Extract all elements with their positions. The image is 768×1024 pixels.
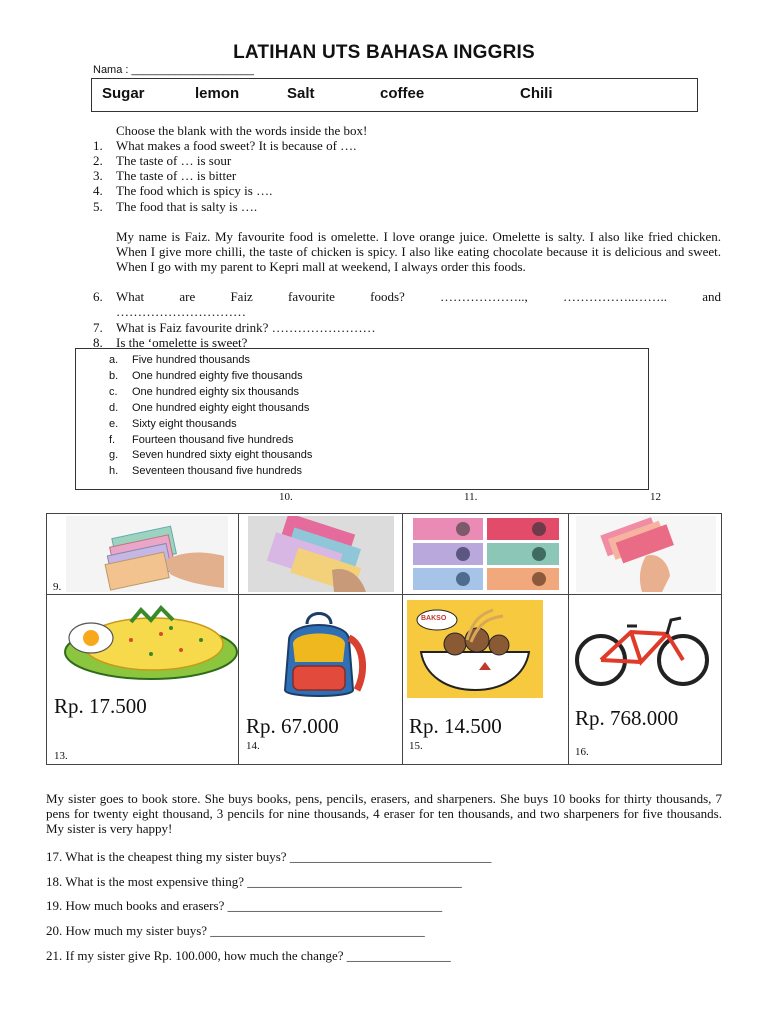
question-1: 1. What makes a food sweet? It is because of …. xyxy=(93,138,357,153)
question-5: 5. The food that is salty is …. xyxy=(93,199,258,214)
word-chili: Chili xyxy=(520,85,553,102)
options-box xyxy=(75,348,649,490)
question-18: 18. What is the most expensive thing? _________________________________ xyxy=(46,874,462,889)
faiz-passage: My name is Faiz. My favourite food is omelette. I love orange juice. Omelette is salty. I also like fried chicken. When I give more chilli, the taste of chicken is spicy. I also like eating chocolate because it is delicious and sweet. When I go with my parent to Kepri mall at weekend, I always order this foods. xyxy=(116,229,721,274)
question-6: What are Faiz favourite foods? ……………….., ……………..…….. and xyxy=(116,289,721,304)
grid-number-10: 10. xyxy=(279,491,293,503)
option-e: e. Sixty eight thousands xyxy=(109,418,237,430)
question-19: 19. How much books and erasers? _________________________________ xyxy=(46,898,443,913)
question-8: 8. Is the ‘omelette is sweet? xyxy=(93,335,248,350)
backpack-image xyxy=(263,610,375,702)
bakso-image xyxy=(407,600,543,698)
question-3: 3. The taste of … is bitter xyxy=(93,168,237,183)
word-sugar: Sugar xyxy=(102,85,145,102)
instruction: Choose the blank with the words inside the box! xyxy=(116,123,368,138)
grid-number-11: 11. xyxy=(464,491,478,503)
option-a: a. Five hundred thousands xyxy=(109,354,251,366)
option-d: d. One hundred eighty eight thousands xyxy=(109,402,310,414)
question-2: 2. The taste of … is sour xyxy=(93,153,232,168)
question-17: 17. What is the cheapest thing my sister buys? _______________________________ xyxy=(46,849,492,864)
question-4: 4. The food which is spicy is …. xyxy=(93,183,273,198)
grid-number-14: 14. xyxy=(246,740,260,752)
bicycle-image xyxy=(571,608,713,690)
question-20: 20. How much my sister buys? _________________________________ xyxy=(46,923,425,938)
bakso-label: BAKSO xyxy=(421,615,447,622)
price-16: Rp. 768.000 xyxy=(575,706,679,730)
sister-passage: My sister goes to book store. She buys books, pens, pencils, erasers, and sharpeners. She buys 10 books for thirty thousands, 7 pens for twenty eight thousand, 3 pencils for nine thousands, 4 eraser for ten thousands, and two sharpeners for five thousands. My sister is very happy! xyxy=(46,791,722,836)
page-title: LATIHAN UTS BAHASA INGGRIS xyxy=(233,42,535,63)
word-box xyxy=(91,78,698,112)
money-photo-1 xyxy=(66,516,228,592)
grid-number-16: 16. xyxy=(575,746,589,758)
option-b: b. One hundred eighty five thousands xyxy=(109,370,303,382)
price-14: Rp. 67.000 xyxy=(246,714,339,738)
option-f: f. Fourteen thousand five hundreds xyxy=(109,434,294,446)
money-photo-4 xyxy=(576,516,716,592)
word-salt: Salt xyxy=(287,85,315,102)
option-h: h. Seventeen thousand five hundreds xyxy=(109,465,303,477)
grid-number-15: 15. xyxy=(409,740,423,752)
money-photo-3 xyxy=(411,516,562,592)
grid-number-12: 12 xyxy=(650,491,661,503)
price-15: Rp. 14.500 xyxy=(409,714,502,738)
price-13: Rp. 17.500 xyxy=(54,694,147,718)
omelette-image xyxy=(61,600,239,684)
option-c: c. One hundred eighty six thousands xyxy=(109,386,299,398)
name-field-label: Nama : ____________________ xyxy=(93,64,254,76)
question-6-continued: ………………………… xyxy=(116,304,246,319)
question-21: 21. If my sister give Rp. 100.000, how much the change? ________________ xyxy=(46,948,451,963)
price-grid xyxy=(46,513,722,765)
option-g: g. Seven hundred sixty eight thousands xyxy=(109,449,313,461)
grid-number-9: 9. xyxy=(53,581,62,593)
word-coffee: coffee xyxy=(380,85,425,102)
question-7: 7. What is Faiz favourite drink? …………………… xyxy=(93,320,376,335)
grid-number-13: 13. xyxy=(54,750,68,762)
question-6-number: 6. xyxy=(93,289,103,304)
word-lemon: lemon xyxy=(195,85,240,102)
money-photo-2 xyxy=(248,516,394,592)
